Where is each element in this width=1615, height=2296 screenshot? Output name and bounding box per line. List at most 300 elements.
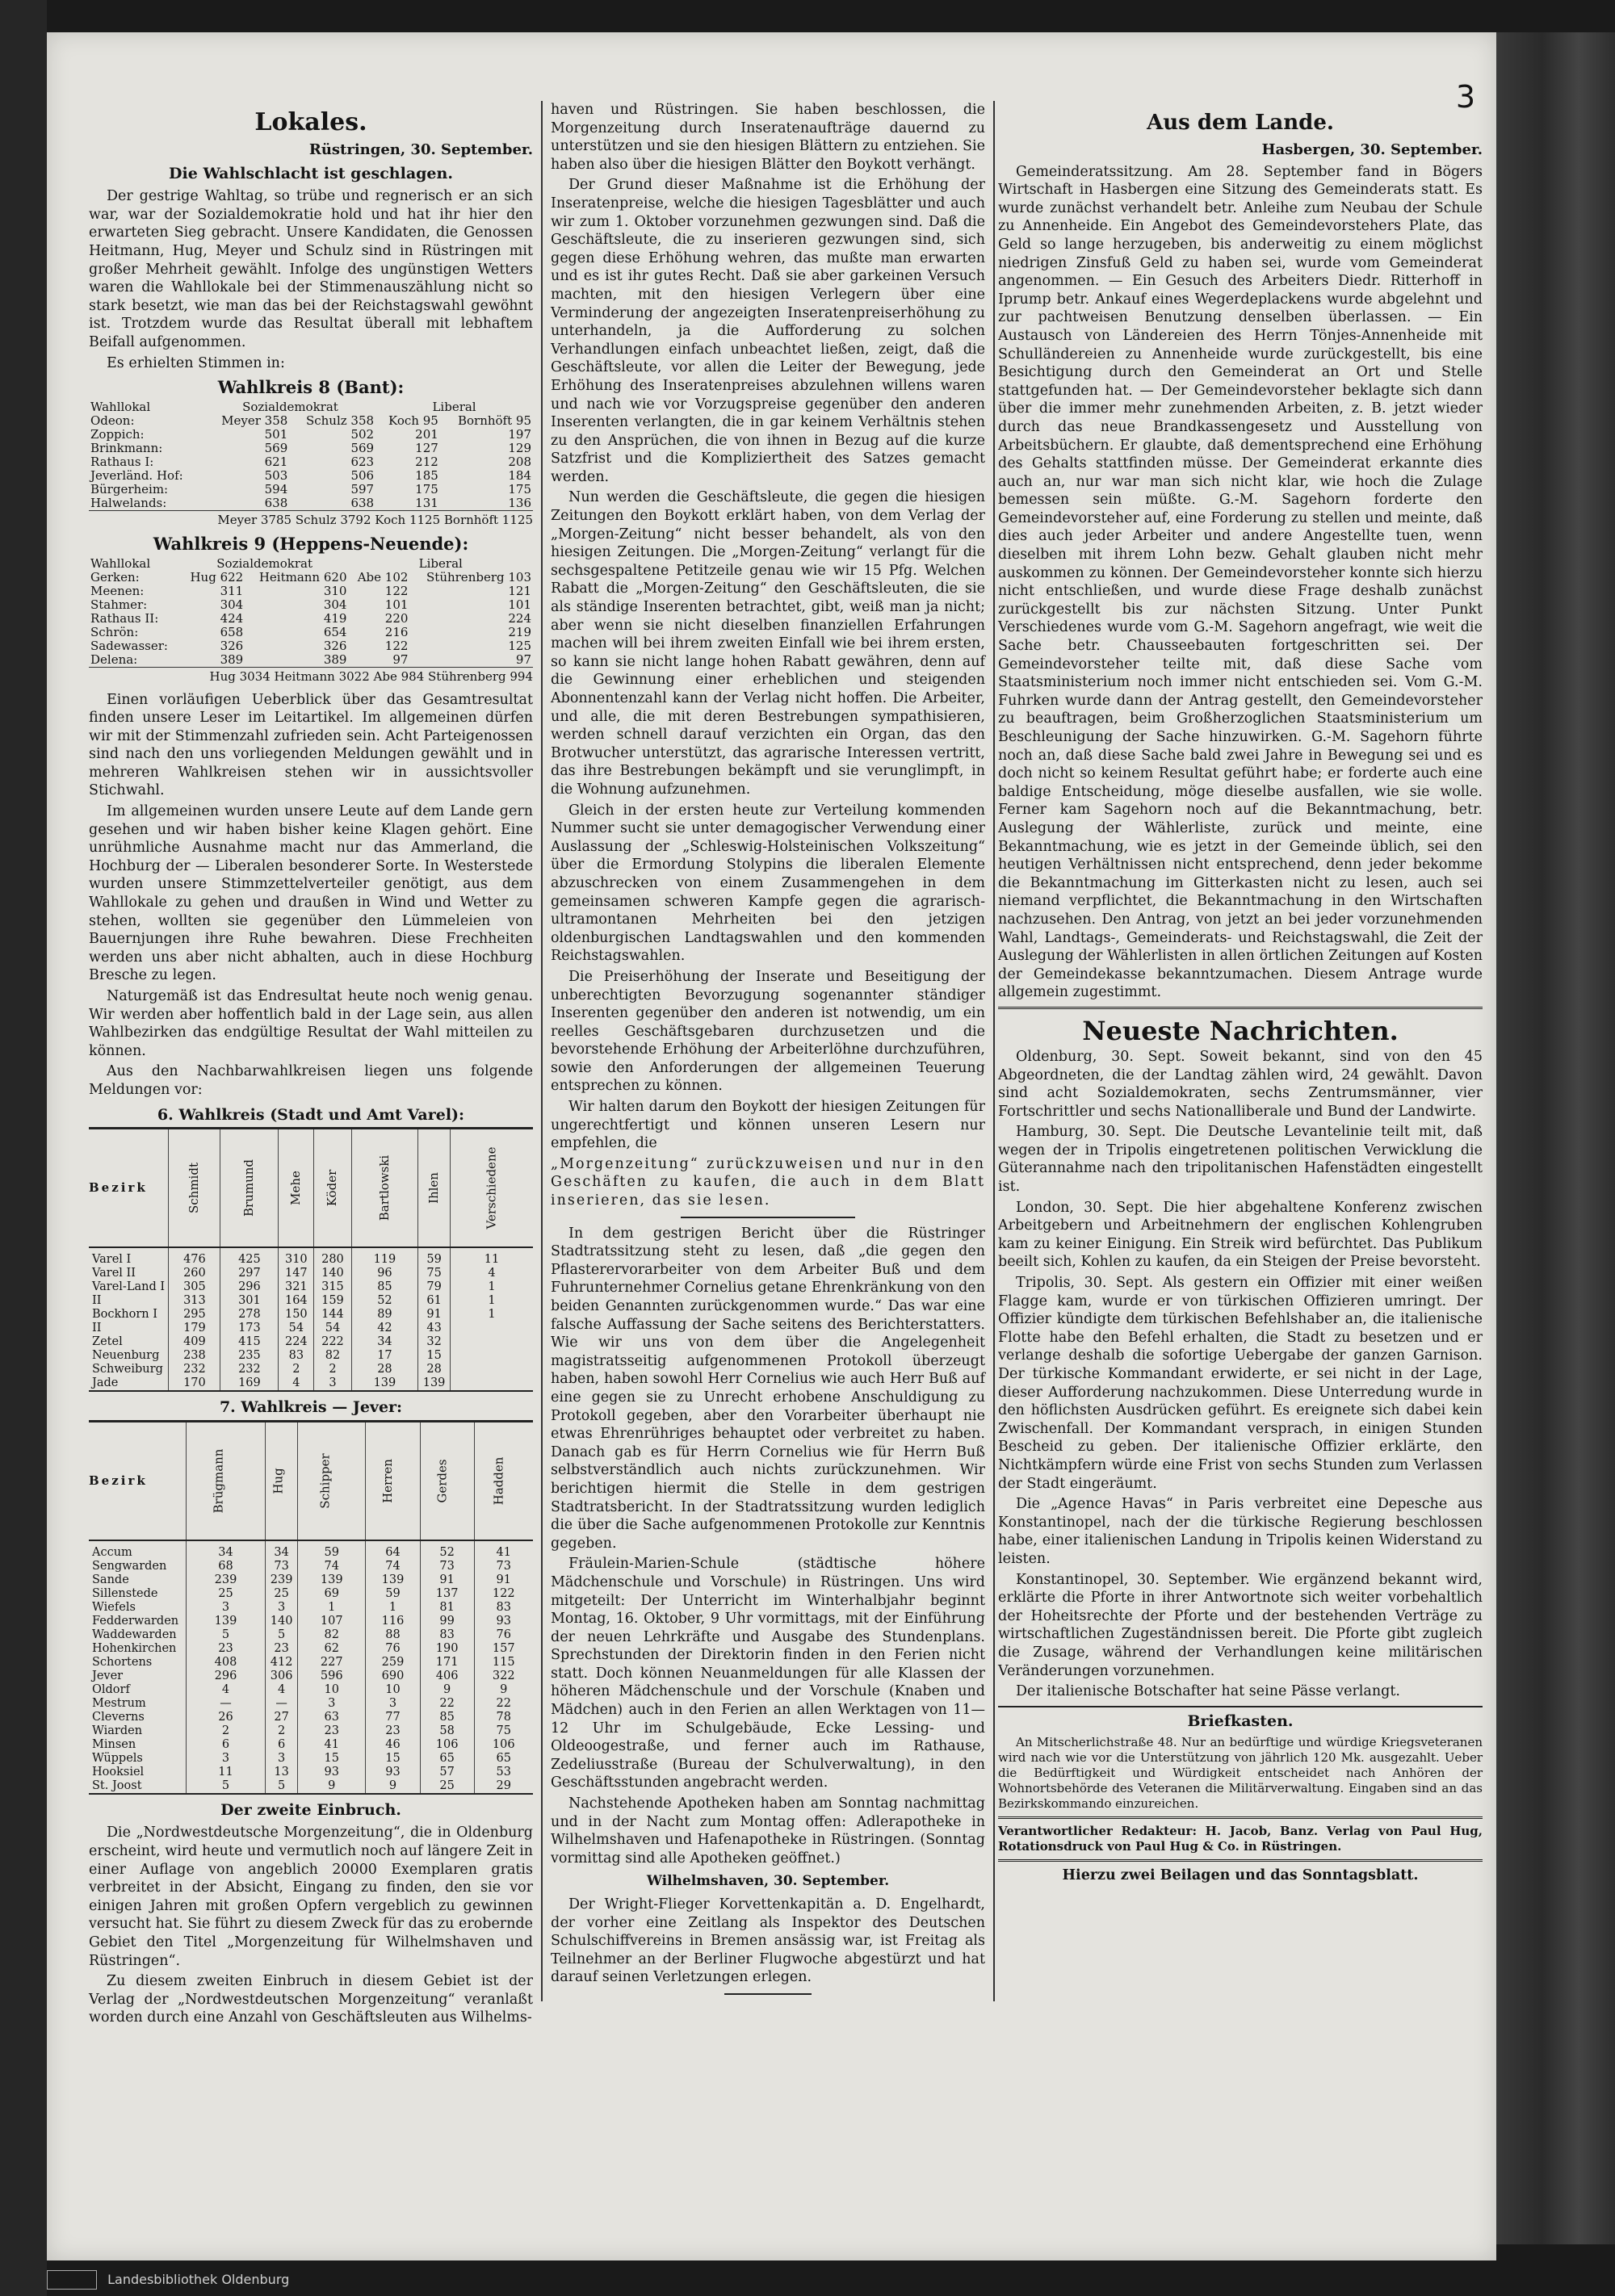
district-name: Cleverns	[92, 1710, 145, 1724]
vote-count: 594	[264, 481, 288, 496]
table-row	[89, 442, 533, 455]
candidate-name: Gerdes	[434, 1459, 450, 1503]
vote-count: 129	[508, 440, 531, 455]
vote-count: 1	[451, 1280, 533, 1294]
vote-count: 76	[474, 1628, 533, 1642]
vote-count: 28	[418, 1363, 451, 1376]
vote-count: 121	[508, 583, 531, 598]
wahlkreis-9-title: Wahlkreis 9 (Heppens-Neuende):	[153, 534, 469, 555]
article-paragraph: Nachstehende Apotheken haben am Sonntag nachmittag und in der Nacht zum Montag offen: Adlerapotheke in Wilhelmshaven und Hafenapotheke in Rüstringen. (Sonntag vormittag sind alle Apotheken geöffnet.)	[551, 1795, 985, 1867]
table-row	[89, 1560, 533, 1573]
vote-count: 115	[474, 1656, 533, 1670]
polling-station: Meenen:	[90, 583, 145, 598]
vote-count: 2	[314, 1363, 351, 1376]
vote-count: 15	[366, 1752, 421, 1766]
vote-count: 305	[169, 1280, 220, 1294]
vote-count: 3	[265, 1752, 297, 1766]
candidate-header	[420, 1421, 474, 1540]
vote-count: 82	[298, 1628, 366, 1642]
vote-count: 76	[366, 1642, 421, 1656]
vote-count: Schulz 358	[305, 413, 375, 428]
vote-count: 322	[474, 1670, 533, 1683]
vote-count: 321	[279, 1280, 314, 1294]
article-paragraph: Gemeinderatssitzung. Am 28. September fand in Bögers Wirtschaft in Hasbergen eine Sitzung des Gemeinderats statt. Es wurde zunächst verhandelt betr. Anleihe zum Neubau der Schule zu Annenheide. Ein Angebot des Gemeindevorstehers Plate, das Geld so lange herzugeben, bis anderweitig zu einem möglichst niedrigen Zinsfuß Geld zu haben sei, wurde vom Gemeinderat angenommen. — Ein Gesuch des Arbeiters Diedr. Ritterhoff in Iprump betr. Ankauf eines Wegerdeplackens wurde abgelehnt und zur pachtweisen Benutzung denselben überlassen. — Ein Austausch von Ländereien des Herrn Tönjes-Annenheide mit Schulländereien zu Annenheide wurde zurückgestellt, bis eine Besichtigung durch den Gemeinderat an Ort und Stelle stattgefunden hat. — Der Gemeindevorsteher beklagte sich dann über die immer mehr zunehmenden Arbeiten, z. B. jetzt wieder durch das neue Brandkassengesetz und Ausstellung von Arbeitsbüchern. Er glaubte, daß dementsprechend eine Erhöhung des Gehalts stattfinden müsse. Der Gemeinderat erkannte dies auch an, nur war man sich nicht klar, wie hoch die Zulage bemessen sein müßte. G.-M. Sagehorn forderte den Gemeindevorsteher auf, eine Forderung zu stellen und meinte, daß dies auch jeder Arbeiter und andere Angestellte tuen, wenn dieselben mit ihrem Lohn bezw. Gehalt glauben nicht mehr auskommen zu können. Der Gemeindevorsteher konnte sich hierzu nicht entschließen, und wurde diese Frage deshalb zunächst zurückgestellt bis zur nächsten Sitzung. Unter Punkt Verschiedenes wurde vom G.-M. Sagehorn angefragt, wie weit die Sache betr. Chausseebauten fortgeschritten sei. Der Gemeindevorsteher teilte mit, daß diese Sache vom Staatsministerium noch immer nicht entschieden sei. Vom G.-M. Fuhrken wurde dann der Antrag gestellt, den Gemeindevorsteher zu beauftragen, beim Großherzoglichen Staatsministerium um Beschleunigung der Sache hinzuwirken. G.-M. Sagehorn führte noch an, daß diese Sache bald zwei Jahre in Bewegung sei und es doch nicht so keinem Resultat geführt habe; er forderte auch eine baldige Entscheidung, möge dieselbe ausfallen, wie sie wolle. Ferner kam Sagehorn noch auf die Bekanntmachung, betr. Auslegung der Wählerliste, zurück und meinte, eine Bekanntmachung, wie es jetzt in der Gemeinde üblich, sei den heutigen Verhältnissen nicht entsprechend, denn jeder bekomme die Bekanntmachung im Gitterkasten nicht zu lesen, auch sei niemand verpflichtet, die Bekanntmachung in den Wirtschaften nachzusehen. Den Antrag, von jetzt an bei jeder vorzunehmenden Wahl, Landtags-, Gemeinderats- und Reichstagswahl, die Zeit der Auslegung der Wählerlisten in allen örtlichen Zeitungen auf Kosten der Gemeindekasse bekanntzumachen. Diesem Antrage wurde allgemein zugestimmt.	[998, 163, 1483, 1001]
vote-count: Meyer 358	[221, 413, 288, 428]
vote-count: 569	[350, 440, 375, 455]
vote-count: 13	[265, 1766, 297, 1779]
briefkasten-text: An Mitscherlichstraße 48. Nur an bedürftige und würdige Kriegsveteranen wird nach wie vor die Unterstützung von jährlich 120 Mk. ausgezahlt. Ueber die Bedürftigkeit und Würdigkeit entscheidet nach Anhören der Wohnortsbehörde des Veteranen die Militärverwaltung. Eingaben sind an das Bezirkskommando einzureichen.	[998, 1735, 1483, 1812]
vote-count: 53	[474, 1766, 533, 1779]
vote-count: 63	[298, 1711, 366, 1724]
table-header: Wahllokal	[90, 555, 151, 571]
vote-count: 212	[415, 454, 438, 469]
vote-count: 46	[366, 1738, 421, 1752]
district-name: Wüppels	[92, 1751, 143, 1765]
vote-count: 296	[187, 1670, 266, 1683]
vote-count: 106	[420, 1738, 474, 1752]
table-row	[89, 584, 533, 598]
vote-count: 596	[298, 1670, 366, 1683]
table-row	[89, 1738, 533, 1752]
polling-station: Gerken:	[90, 569, 140, 584]
table-row	[89, 598, 533, 612]
polling-station: Odeon:	[90, 413, 135, 428]
table-row	[89, 571, 533, 584]
news-item: Oldenburg, 30. Sept. Soweit bekannt, sind von den 45 Abgeordneten, die der Landtag zählen wird, 24 gewählt. Davon sind acht Sozialdemokraten, sechs Zentrumsmänner, vier Fortschrittler und sechs Nationalliberale und Bund der Landwirte.	[998, 1048, 1483, 1120]
vote-count: 6	[187, 1738, 266, 1752]
candidate-header	[351, 1129, 417, 1248]
table-row	[89, 1280, 533, 1294]
vote-count: 304	[323, 597, 347, 612]
vote-count: 23	[366, 1724, 421, 1738]
vote-count: 34	[187, 1540, 266, 1560]
vote-count: 9	[474, 1683, 533, 1697]
vote-count: Koch 95	[388, 413, 438, 428]
table-row	[89, 496, 533, 510]
vote-count: 235	[220, 1349, 279, 1363]
vote-count: 91	[474, 1573, 533, 1587]
vote-count: 220	[384, 610, 409, 626]
vote-count: 97	[392, 652, 409, 667]
article-paragraph: Einen vorläufigen Ueberblick über das Gesamtresultat finden unsere Leser im Leitartikel. Im allgemeinen dürfen wir mit der Stimmenzahl zufrieden sein. Acht Parteigenossen sind nach den uns vorliegenden Meldungen gewählt und in mehreren Wahlkreisen stehen wir in aussichtsvoller Stichwahl.	[89, 691, 533, 799]
vote-count: 74	[298, 1560, 366, 1573]
vote-count: 227	[298, 1656, 366, 1670]
vote-count: 11	[187, 1766, 266, 1779]
vote-count: 150	[279, 1308, 314, 1322]
wahlkreis-9-table	[89, 557, 533, 667]
vote-count: 197	[508, 426, 531, 442]
vote-count: 97	[515, 652, 531, 667]
article-paragraph: Aus den Nachbarwahlkreisen liegen uns folgende Meldungen vor:	[89, 1063, 533, 1098]
district-name: Varel-Land I	[92, 1280, 166, 1294]
candidate-header	[451, 1129, 533, 1248]
vote-count: 122	[384, 638, 409, 653]
article-paragraph-spaced: „Morgenzeitung“ zurückzuweisen und nur in den Geschäften zu kaufen, die auch in dem Blatt inserieren, das sie lesen.	[551, 1155, 985, 1209]
vote-count: 78	[474, 1711, 533, 1724]
polling-station: Bürgerheim:	[90, 481, 169, 496]
news-item: Konstantinopel, 30. September. Wie ergänzend bekannt wird, erklärte die Pforte in ihrer Antwortnote sich weiter vorbehaltlich der Hoheitsrechte der Pforte und der bestehenden Verträge zu wirtschaftlichen Zugeständnissen bereit. Die Pforte gibt zugleich die Zusage, während der Verhandlungen keine militärischen Veränderungen vorzunehmen.	[998, 1571, 1483, 1679]
table-row	[89, 1779, 533, 1794]
vote-count: 406	[420, 1670, 474, 1683]
candidate-name: Ihlen	[426, 1172, 442, 1205]
candidate-header	[187, 1421, 266, 1540]
vote-count: 311	[220, 583, 244, 598]
candidate-name: Brumund	[241, 1159, 257, 1217]
vote-count: 259	[366, 1656, 421, 1670]
article-paragraph: Der Grund dieser Maßnahme ist die Erhöhung der Inseratenpreise, welche die hiesigen Tagesblätter und auch wir zum 1. Oktober vorzunehmen gezwungen sind. Daß die Geschäftsleute, die zu inserieren gezwungen sind, sich gegen diese Erhöhung wehren, das mußte man erwarten und es ist ihr gutes Recht. Daß sie aber garkeinen Versuch machten, mit den hiesigen Verlegern über eine Verminderung der angezeigten Inseratenpreiserhöhung zu unterhandeln, ja die Aufforderung zu solchen Verhandlungen einfach unbeachtet ließen, zeigt, daß die Geschäftsleute, vor allen die Leiter der Bewegung, jede Erhöhung des Inseratenpreises abzulehnen willens waren und nach wie vor Vorzugspreise gegenüber den anderen Inserenten verlangten, die in gar keinem Verhältnis stehen zu den Ansprüchen, die von ihnen in Bezug auf die kurze Satzfrist und die Kompliziertheit des Satzes gemacht werden.	[551, 177, 985, 485]
table-row	[89, 1642, 533, 1656]
polling-station: Stahmer:	[90, 597, 148, 612]
district-name: Minsen	[92, 1737, 136, 1751]
table-row	[89, 469, 533, 483]
vote-count: 54	[314, 1322, 351, 1335]
article-paragraph: Gleich in der ersten heute zur Verteilung kommenden Nummer sucht sie unter demagogischer Verwendung einer Auslassung der „Schleswig-Holsteinischen Volkszeitung“ über die Ermordung Stolypins die liberalen Elemente abzuschrecken von einem Zusammengehen in dem gemeinsamen schweren Kampfe gegen die agrarisch-ultramontanen Mehrheiten bei den jetzigen oldenburgischen Landtagswahlen und den kommenden Reichstagswahlen.	[551, 802, 985, 965]
district-name: Wiarden	[92, 1724, 143, 1737]
vote-count: 502	[350, 426, 375, 442]
vote-count: 75	[418, 1267, 451, 1280]
vote-count: 315	[314, 1280, 351, 1294]
vote-count: 29	[474, 1779, 533, 1794]
vote-count: 173	[220, 1322, 279, 1335]
section-title-aus-dem-lande: Aus dem Lande.	[1147, 111, 1334, 135]
vote-count: 64	[366, 1540, 421, 1560]
bezirk-header: Bezirk	[89, 1180, 148, 1196]
table-row	[89, 1724, 533, 1738]
vote-count: 89	[351, 1308, 417, 1322]
vote-count: 1	[451, 1294, 533, 1308]
district-name: II	[92, 1322, 102, 1335]
wahlkreis-6-title: 6. Wahlkreis (Stadt und Amt Varel):	[157, 1105, 465, 1124]
vote-count: 136	[508, 495, 531, 510]
vote-count: 179	[169, 1322, 220, 1335]
candidate-header	[220, 1129, 279, 1248]
news-item: Tripolis, 30. Sept. Als gestern ein Offizier mit einer weißen Flagge kam, wurde er von türkischen Offizieren umringt. Der Offizier kündigte dem türkischen Befehlshaber an, die italienische Flotte habe den Befehl erhalten, die Stadt zu besetzen und er verlange deshalb die sofortige Uebergabe der ganzen Garnison. Der türkische Kommandant erwiderte, er sei nicht in der Lage, dieser Aufforderung nachzukommen. Diese Unterredung wurde in den höflichsten Ausdrücken geführt. Es ereignete sich dabei kein Zwischenfall. Der Kommandant versprach, in einigen Stunden Bescheid zu geben. Der italienische Offizier erklärte, den Nichtkämpfern würde eine Frist von sechs Stunden zum Verlassen der Stadt eingeräumt.	[998, 1275, 1483, 1492]
candidate-name: Hug	[271, 1468, 286, 1494]
vote-count: 125	[508, 638, 531, 653]
vote-count: 91	[418, 1308, 451, 1322]
vote-count: 222	[314, 1335, 351, 1349]
wahlkreis-9-sum: Hug 3034 Heitmann 3022 Abe 984 Stührenberg 994	[89, 667, 533, 686]
vote-count: 77	[366, 1711, 421, 1724]
vote-count: 139	[187, 1615, 266, 1628]
news-item: Die „Agence Havas“ in Paris verbreitet eine Depesche aus Konstantinopel, nach der die türkische Regierung beschlossen habe, einer italienischen Landung in Tripolis keinen Widerstand zu leisten.	[998, 1496, 1483, 1567]
vote-count: 3	[265, 1601, 297, 1615]
vote-count: 690	[366, 1670, 421, 1683]
vote-count: 85	[420, 1711, 474, 1724]
table-row	[89, 1683, 533, 1697]
vote-count: 389	[220, 652, 244, 667]
vote-count: 224	[508, 610, 531, 626]
vote-count: 139	[418, 1376, 451, 1391]
vote-count: 85	[351, 1280, 417, 1294]
divider	[998, 1859, 1483, 1862]
divider	[681, 1217, 854, 1218]
library-logo-icon	[47, 2270, 97, 2290]
table-row	[89, 1670, 533, 1683]
vote-count: 54	[279, 1322, 314, 1335]
vote-count: 59	[366, 1587, 421, 1601]
vote-count: 101	[508, 597, 531, 612]
polling-station: Schrön:	[90, 624, 139, 639]
polling-station: Brinkmann:	[90, 440, 163, 455]
vote-count: 122	[384, 583, 409, 598]
vote-count: 68	[187, 1560, 266, 1573]
vote-count: 41	[474, 1540, 533, 1560]
vote-count: 208	[508, 454, 531, 469]
table-row	[89, 414, 533, 428]
vote-count: 17	[351, 1349, 417, 1363]
table-row	[89, 1697, 533, 1711]
vote-count: 310	[323, 583, 347, 598]
vote-count: 5	[187, 1779, 266, 1794]
vote-count: 137	[420, 1587, 474, 1601]
wahlkreis-6-table	[89, 1127, 533, 1392]
table-row	[89, 1349, 533, 1363]
table-row	[89, 1294, 533, 1308]
wahlkreis-8-sum: Meyer 3785 Schulz 3792 Koch 1125 Bornhöft 1125	[89, 510, 533, 530]
vote-count: 9	[420, 1683, 474, 1697]
district-name: Schortens	[92, 1655, 153, 1669]
vote-count: 201	[415, 426, 438, 442]
candidate-name: Köder	[325, 1169, 340, 1207]
vote-count: 4	[187, 1683, 266, 1697]
vote-count: 306	[265, 1670, 297, 1683]
vote-count: 79	[418, 1280, 451, 1294]
beilagen-note: Hierzu zwei Beilagen und das Sonntagsblatt.	[1062, 1867, 1419, 1884]
vote-count: 101	[384, 597, 409, 612]
article-paragraph: Der Wright-Flieger Korvettenkapitän a. D. Engelhardt, der vorher eine Zeitlang als Inspektor des Deutschen Schulschiffvereins in Bremen ansässig war, ist Freitag als Teilnehmer an der Berliner Flugwoche abgestürzt und hat darauf seinen Verletzungen erlegen.	[551, 1896, 985, 1986]
vote-count: 310	[279, 1247, 314, 1267]
vote-count: 2	[265, 1724, 297, 1738]
vote-count: 170	[169, 1376, 220, 1391]
vote-count: 122	[474, 1587, 533, 1601]
vote-count: 107	[298, 1615, 366, 1628]
vote-count: 224	[279, 1335, 314, 1349]
vote-count: 2	[279, 1363, 314, 1376]
vote-count: 88	[366, 1628, 421, 1642]
vote-count: 623	[350, 454, 375, 469]
vote-count: 175	[415, 481, 438, 496]
article-paragraph: Nun werden die Geschäftsleute, die gegen die hiesigen Zeitungen den Boykott erklärt haben, von dem Verlag der „Morgen-Zeitung“ nicht besser behandelt, als von den hiesigen Zeitungen. Die „Morgen-Zeitung“ verlangt für die sechsgespaltene Petitzeile genau wie wir 15 Pfg. Welchen Rabatt die „Morgen-Zeitung“ den Geschäftsleuten, die sie als ständige Inserenten betrachtet, gibt, weiß man ja nicht; aber wenn sie nicht dieselben finanziellen Erfahrungen machen will bei ihrem zweiten Einfall wie bei ihrem ersten, so kann sie nicht lange hohen Rabatt gewähren, denn auf die Gewinnung einer erheblichen und steigenden Abonnentenzahl kann der Verlag nicht hoffen. Die Arbeiter, und alle, die mit deren Bestrebungen sympathisieren, werden schnell darauf verzichten ein Organ, das den Brotwucher unterstützt, das agrarische Interessen vertritt, das ihre Bestrebungen bekämpft und sie verunglimpft, in die Wohnung aufzunehmen.	[551, 489, 985, 798]
table-row	[89, 455, 533, 469]
vote-count: 3	[187, 1752, 266, 1766]
district-name: Wiefels	[92, 1600, 136, 1614]
vote-count: 62	[298, 1642, 366, 1656]
vote-count: 10	[366, 1683, 421, 1697]
table-row	[89, 626, 533, 639]
table-row	[89, 1267, 533, 1280]
vote-count	[451, 1349, 533, 1363]
vote-count: —	[265, 1697, 297, 1711]
article-paragraph: Im allgemeinen wurden unsere Leute auf dem Lande gern gesehen und wir haben bisher keine Klagen gehört. Eine unrühmliche Ausnahme macht nur das Ammerland, die Hochburg der — Liberalen besonderer Sorte. In Westerstede wurden unsere Stimmzettelverteiler genötigt, aus dem Wahllokale zu gehen und draußen in Wind und Wetter zu stehen, wollten sie gegenüber den Lümmeleien von Bauernjungen ihre Ruhe bewahren. Diese Frechheiten werden uns aber nicht abhalten, auch in diese Hochburg Bresche zu legen.	[89, 803, 533, 984]
vote-count: 304	[220, 597, 244, 612]
article-paragraph: In dem gestrigen Bericht über die Rüstringer Stadtratssitzung steht zu lesen, daß „die gegen den Pflasterervorarbeiter von dem Arbeiter Buß und dem Fuhrunternehmer Cornelius getane Ehrenkränkung von den beiden Genannten zurückgenommen wurde.“ Das war eine falsche Auffassung der Sache seitens des Berichterstatters. Wie wir uns von dem über die Angelegenheit magistratsseitig aufgenommenen Protokoll überzeugt haben, haben sowohl Herr Cornelius wie auch Herr Buß auf eine gegen sie zu Unrecht erhobene Anschuldigung zu Protokoll gegeben, aber den Vorarbeiter überhaupt nie etwas Ehrenrühriges behauptet oder verbreitet zu haben. Danach gab es für Herrn Cornelius wie für Herrn Buß selbstverständlich auch nichts zurückzunehmen. Wir berichtigen hiermit die Stelle in dem gestrigen Stadtratsbericht. In der Stadtratssitzung wurden lediglich die über die Sache aufgenommenen Protokolle zur Kenntnis gegeben.	[551, 1225, 985, 1552]
vote-count: 326	[323, 638, 347, 653]
vote-count: 140	[314, 1267, 351, 1280]
candidate-name: Mehe	[288, 1171, 304, 1206]
vote-count: 43	[418, 1322, 451, 1335]
vote-count: 69	[298, 1587, 366, 1601]
section-title-lokales: Lokales.	[254, 108, 367, 136]
vote-count: 140	[265, 1615, 297, 1628]
polling-station: Sadewasser:	[90, 638, 168, 653]
polling-station: Rathaus I:	[90, 454, 154, 469]
vote-count: 408	[187, 1656, 266, 1670]
vote-count: 412	[265, 1656, 297, 1670]
vote-count: 621	[264, 454, 288, 469]
table-header: Liberal	[418, 555, 463, 571]
table-row	[89, 639, 533, 653]
table-row	[89, 1376, 533, 1391]
district-name: Jever	[92, 1669, 124, 1682]
vote-count: 157	[474, 1642, 533, 1656]
table-row	[89, 1573, 533, 1587]
vote-count: 26	[187, 1711, 266, 1724]
vote-count: 25	[265, 1587, 297, 1601]
vote-count: 15	[298, 1752, 366, 1766]
vote-count: 4	[279, 1376, 314, 1391]
vote-count: —	[187, 1697, 266, 1711]
table-row	[89, 1656, 533, 1670]
vote-count: 159	[314, 1294, 351, 1308]
vote-count: 2	[187, 1724, 266, 1738]
vote-count: 74	[366, 1560, 421, 1573]
vote-count: 93	[474, 1615, 533, 1628]
vote-count: 73	[474, 1560, 533, 1573]
vote-count: 278	[220, 1308, 279, 1322]
vote-count: 5	[265, 1779, 297, 1794]
candidate-header	[474, 1421, 533, 1540]
table-header: Sozialdemokrat	[242, 399, 338, 414]
vote-count: 34	[265, 1540, 297, 1560]
table-row	[89, 1711, 533, 1724]
vote-count: 23	[298, 1724, 366, 1738]
article-headline: Die Wahlschlacht ist geschlagen.	[169, 164, 453, 182]
table-row	[89, 1752, 533, 1766]
vote-count	[451, 1335, 533, 1349]
vote-count: 4	[265, 1683, 297, 1697]
vote-count: 4	[451, 1267, 533, 1280]
vote-count: 654	[323, 624, 347, 639]
vote-count: 27	[265, 1711, 297, 1724]
vote-count: 260	[169, 1267, 220, 1280]
vote-count: 139	[298, 1573, 366, 1587]
vote-count: 239	[265, 1573, 297, 1587]
table-row	[89, 1766, 533, 1779]
column-regional	[998, 101, 1483, 1887]
district-name: Hohenkirchen	[92, 1641, 177, 1655]
candidate-header	[279, 1129, 314, 1248]
table-row	[89, 1601, 533, 1615]
vote-count: 5	[187, 1628, 266, 1642]
district-name: Varel I	[92, 1253, 132, 1267]
vote-count: 32	[418, 1335, 451, 1349]
polling-station: Rathaus II:	[90, 610, 159, 626]
vote-count: 91	[420, 1573, 474, 1587]
district-name: Sengwarden	[92, 1559, 167, 1573]
table-row	[89, 1308, 533, 1322]
vote-count: 65	[420, 1752, 474, 1766]
vote-count: 164	[279, 1294, 314, 1308]
polling-station: Halwelands:	[90, 495, 167, 510]
vote-count: 144	[314, 1308, 351, 1322]
candidate-header	[169, 1129, 220, 1248]
dateline: Hasbergen, 30. September.	[1261, 141, 1483, 158]
vote-count: 116	[366, 1615, 421, 1628]
vote-count: 232	[169, 1363, 220, 1376]
vote-count: 139	[366, 1573, 421, 1587]
vote-count: 28	[351, 1363, 417, 1376]
section-title-neueste-nachrichten: Neueste Nachrichten.	[1082, 1015, 1399, 1046]
vote-count: 99	[420, 1615, 474, 1628]
vote-count: 424	[220, 610, 244, 626]
news-item: Der italienische Botschafter hat seine Pässe verlangt.	[1016, 1683, 1400, 1700]
vote-count: 313	[169, 1294, 220, 1308]
vote-count: 23	[265, 1642, 297, 1656]
vote-count: 3	[366, 1697, 421, 1711]
vote-count: 219	[508, 624, 531, 639]
vote-count: 93	[366, 1766, 421, 1779]
vote-count: 52	[351, 1294, 417, 1308]
candidate-header	[366, 1421, 421, 1540]
vote-count: 3	[298, 1697, 366, 1711]
vote-count: 73	[265, 1560, 297, 1573]
district-name: Jade	[92, 1376, 119, 1390]
article-headline: Der zweite Einbruch.	[220, 1800, 401, 1819]
vote-count: 501	[264, 426, 288, 442]
vote-count: 83	[279, 1349, 314, 1363]
article-paragraph: Naturgemäß ist das Endresultat heute noch wenig genau. Wir werden aber hoffentlich bald in der Lage sein, aus allen Wahlbezirken das endgültige Resultat der Wahl mitteilen zu können.	[89, 988, 533, 1059]
vote-count: 296	[220, 1280, 279, 1294]
newspaper-page	[47, 32, 1496, 2260]
book-binding	[1494, 32, 1615, 2244]
district-name: Oldorf	[92, 1682, 130, 1696]
candidate-header	[265, 1421, 297, 1540]
vote-count: 65	[474, 1752, 533, 1766]
wahlkreis-7-table	[89, 1420, 533, 1795]
vote-count: 280	[314, 1247, 351, 1267]
vote-count: 25	[420, 1779, 474, 1794]
divider	[998, 1007, 1483, 1009]
news-item: Hamburg, 30. Sept. Die Deutsche Levantelinie teilt mit, daß wegen der in Tripolis eingetretenen politischen Verwicklung die Güterannahme nach den tripolitanischen Hafenstädten eingestellt ist.	[998, 1124, 1483, 1196]
vote-count: 295	[169, 1308, 220, 1322]
article-paragraph: Die „Nordwestdeutsche Morgenzeitung“, die in Oldenburg erscheint, wird heute und vermutlich noch auf längere Zeit in einer Auflage von angeblich 20000 Exemplaren gratis verbreitet in der Absicht, Eingang zu finden, den sie vor einigen Jahren mit großen Opfern vergeblich zu gewinnen versucht hat. Sie führt zu diesem Zweck für das zu erobernde Gebiet den Titel „Morgenzeitung für Wilhelmshaven und Rüstringen“.	[89, 1825, 533, 1969]
table-header: Liberal	[432, 399, 476, 414]
table-row	[89, 1628, 533, 1642]
vote-count: 82	[314, 1349, 351, 1363]
dateline: Rüstringen, 30. September.	[308, 141, 533, 158]
vote-count: 127	[415, 440, 438, 455]
polling-station: Delena:	[90, 652, 138, 667]
vote-count: 42	[351, 1322, 417, 1335]
candidate-header	[418, 1129, 451, 1248]
district-name: Hooksiel	[92, 1765, 145, 1779]
bezirk-header: Bezirk	[89, 1473, 148, 1488]
district-name: Accum	[92, 1545, 132, 1559]
vote-count: 3	[314, 1376, 351, 1391]
table-row	[89, 1335, 533, 1349]
vote-count: 41	[298, 1738, 366, 1752]
left-page-edge	[0, 0, 47, 2296]
impressum: Verantwortlicher Redakteur: H. Jacob, Banz. Verlag von Paul Hug, Rotationsdruck von Paul Hug & Co. in Rüstringen.	[998, 1824, 1483, 1854]
district-name: Sillenstede	[92, 1586, 158, 1600]
vote-count: 239	[187, 1573, 266, 1587]
vote-count: 83	[420, 1628, 474, 1642]
vote-count: Heitmann 620	[258, 569, 347, 584]
district-name: Neuenburg	[92, 1349, 160, 1363]
vote-count	[451, 1363, 533, 1376]
vote-count: Hug 622	[190, 569, 244, 584]
